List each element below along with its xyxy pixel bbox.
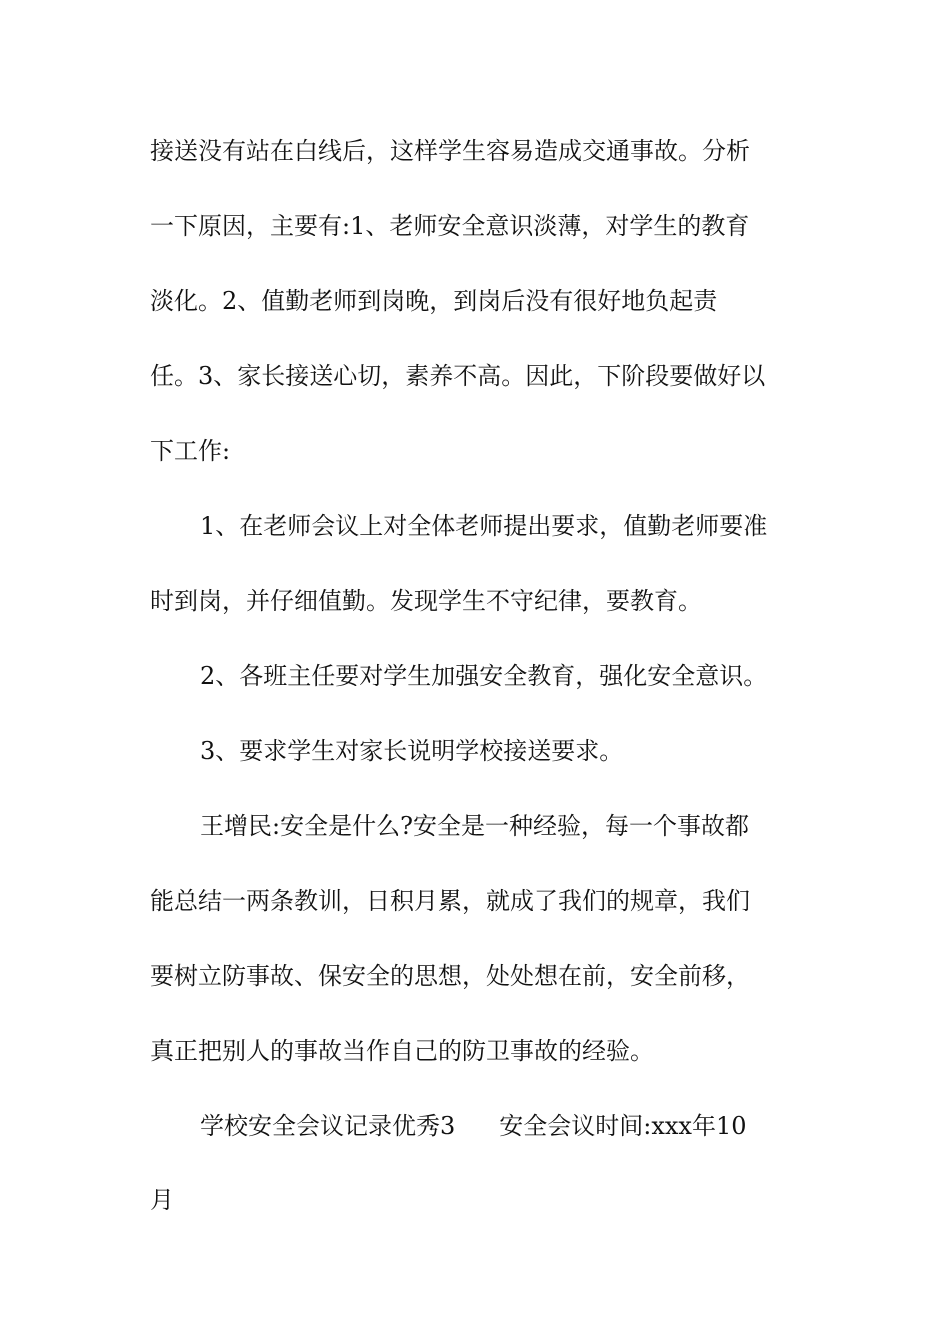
paragraph-line: 下工作: bbox=[150, 437, 231, 465]
paragraph-line: 任。3、家长接送心切，素养不高。因此，下阶段要做好以 bbox=[150, 362, 766, 390]
list-item-line: 1、在老师会议上对全体老师提出要求，值勤老师要准 bbox=[200, 512, 768, 540]
paragraph-line: 一下原因，主要有:1、老师安全意识淡薄，对学生的教育 bbox=[150, 212, 750, 240]
paragraph-line: 能总结一两条教训，日积月累，就成了我们的规章，我们 bbox=[150, 887, 750, 915]
paragraph-line: 淡化。2、值勤老师到岗晚，到岗后没有很好地负起责 bbox=[150, 287, 718, 315]
list-item-line: 3、要求学生对家长说明学校接送要求。 bbox=[200, 737, 624, 765]
section-heading-line bbox=[200, 1111, 747, 1141]
paragraph-line: 真正把别人的事故当作自己的防卫事故的经验。 bbox=[150, 1037, 654, 1065]
list-item-line: 时到岗，并仔细值勤。发现学生不守纪律，要教育。 bbox=[150, 587, 702, 615]
section-title: 学校安全会议记录优秀3 bbox=[200, 1112, 456, 1140]
paragraph-line: 接送没有站在白线后，这样学生容易造成交通事故。分析 bbox=[150, 137, 750, 165]
meeting-time: 安全会议时间:xxx年10 bbox=[499, 1112, 747, 1140]
paragraph-line: 要树立防事故、保安全的思想，处处想在前，安全前移， bbox=[150, 962, 750, 990]
meeting-time-continuation: 月 bbox=[150, 1186, 174, 1214]
list-item-line: 2、各班主任要对学生加强安全教育，强化安全意识。 bbox=[200, 662, 768, 690]
paragraph-line: 王增民:安全是什么?安全是一种经验，每一个事故都 bbox=[200, 812, 749, 840]
